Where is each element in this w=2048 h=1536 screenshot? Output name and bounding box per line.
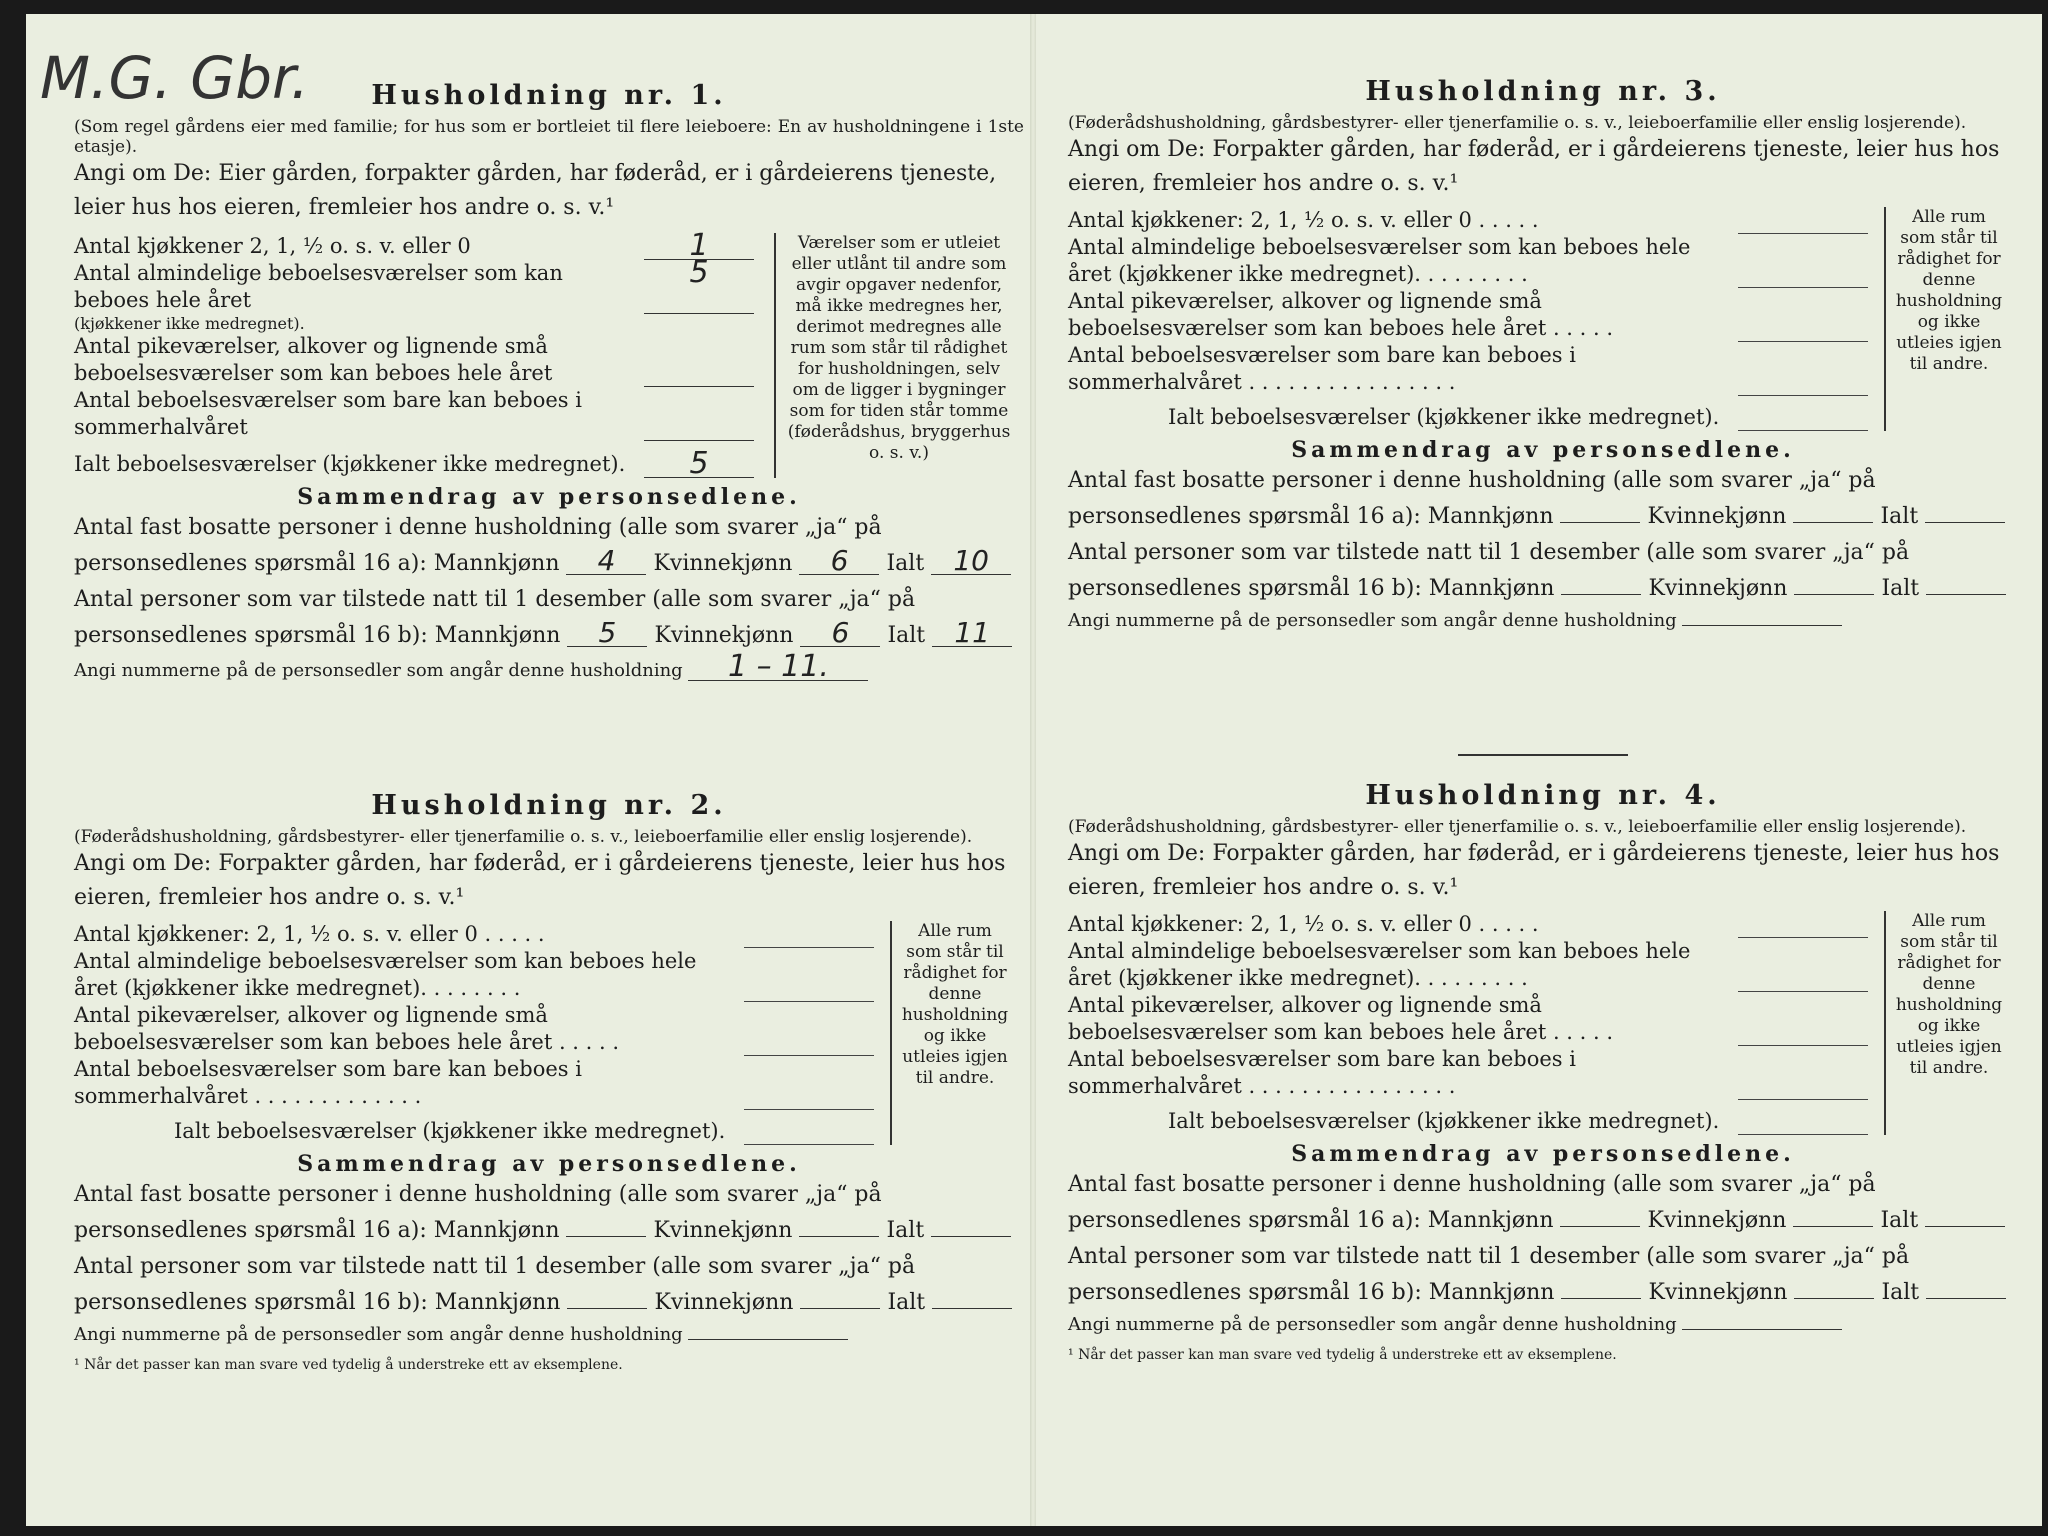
- present-male[interactable]: 5: [567, 620, 647, 647]
- present-total[interactable]: 11: [932, 620, 1012, 647]
- household-question: Angi om De: Forpakter gården, har føderåd, er i gårdeierens tjeneste, leier hus hos eieren, fremleier hos andre o. s. v.¹: [74, 851, 1006, 910]
- rooms-row: Antal almindelige beboelsesværelser som kan beboes hele året (kjøkkener ikke medregnet). . . . . . . . .: [1068, 234, 1868, 288]
- maid-rooms-row: Antal pikeværelser, alkover og lignende små beboelsesværelser som kan beboes hele året . . . . .: [1068, 288, 1868, 342]
- household-note: (Føderådshusholdning, gårdsbestyrer- eller tjenerfamilie o. s. v., leieboerfamilie eller enslig losjerende).: [74, 827, 973, 847]
- rooms-row: Antal almindelige beboelsesværelser som kan beboes hele året 5: [74, 260, 754, 314]
- numbers-line: Angi nummerne på de personsedler som angår denne husholdning: [74, 1321, 1024, 1349]
- section-divider: [1458, 754, 1628, 756]
- household-note: (Føderådshusholdning, gårdsbestyrer- eller tjenerfamilie o. s. v., leieboerfamilie eller enslig losjerende).: [1068, 113, 1967, 133]
- summer-rooms-value[interactable]: [644, 387, 754, 441]
- side-note: Alle rum som står til rådighet for denne husholdning og ikke utleies igjen til andre.: [890, 921, 1010, 1145]
- maid-rooms-row: Antal pikeværelser, alkover og lignende små beboelsesværelser som kan beboes hele året . . . . .: [74, 1002, 874, 1056]
- kitchens-row: Antal kjøkkener: 2, 1, ½ o. s. v. eller 0 . . . . .: [1068, 911, 1868, 938]
- household-1: [74, 80, 1024, 685]
- resident-line: Antal fast bosatte personer i denne husholdning (alle som svarer „ja“ på personsedlenes spørsmål 16 a): Mannkjønn Kvinnekjønn Ialt: [74, 1177, 1024, 1249]
- summary-title: Sammendrag av personsedlene.: [297, 1151, 801, 1177]
- maid-rooms-row: Antal pikeværelser, alkover og lignende små beboelsesværelser som kan beboes hele året . . . . .: [1068, 992, 1868, 1046]
- present-line: Antal personer som var tilstede natt til 1 desember (alle som svarer „ja“ på personsedlenes spørsmål 16 b): Mannkjønn Kvinnekjønn Ialt: [1068, 535, 2018, 607]
- household-question: Angi om De: Eier gården, forpakter gården, har føderåd, er i gårdeierens tjeneste, leier hus hos eieren, fremleier hos andre o. s. v.¹: [74, 161, 997, 220]
- summer-rooms-row: Antal beboelsesværelser som bare kan beboes i sommerhalvåret: [74, 387, 754, 441]
- rooms-value[interactable]: 5: [644, 260, 754, 314]
- numbers-line: Angi nummerne på de personsedler som angår denne husholdning 1 – 11.: [74, 654, 1024, 685]
- household-2: [74, 790, 1024, 1373]
- resident-male[interactable]: 4: [566, 548, 646, 575]
- resident-line: Antal fast bosatte personer i denne husholdning (alle som svarer „ja“ på personsedlenes spørsmål 16 a): Mannkjønn Kvinnekjønn Ialt: [1068, 463, 2018, 535]
- household-title: Husholdning nr. 3.: [1365, 76, 1721, 107]
- household-title: Husholdning nr. 4.: [1365, 780, 1721, 811]
- total-rooms-row: Ialt beboelsesværelser (kjøkkener ikke medregnet).: [74, 1118, 874, 1145]
- household-4: [1068, 780, 2018, 1363]
- resident-line: Antal fast bosatte personer i denne husholdning (alle som svarer „ja“ på personsedlenes spørsmål 16 a): Mannkjønn Kvinnekjønn Ialt: [1068, 1167, 2018, 1239]
- numbers-value[interactable]: 1 – 11.: [688, 654, 868, 681]
- kitchens-row: Antal kjøkkener 2, 1, ½ o. s. v. eller 0 1: [74, 233, 754, 260]
- present-line: Antal personer som var tilstede natt til 1 desember (alle som svarer „ja“ på personsedlenes spørsmål 16 b): Mannkjønn 5 Kvinnekjønn 6 Ialt 11: [74, 582, 1024, 654]
- total-rooms-row: Ialt beboelsesværelser (kjøkkener ikke medregnet).: [1068, 404, 1868, 431]
- present-female[interactable]: 6: [800, 620, 880, 647]
- household-note: (Som regel gårdens eier med familie; for hus som er bortleiet til flere leieboere: En av husholdningene i 1ste etasje).: [74, 117, 1024, 157]
- summary-title: Sammendrag av personsedlene.: [1291, 1141, 1795, 1167]
- handwritten-corner-note: M.G. Gbr.: [40, 44, 310, 112]
- resident-total[interactable]: 10: [931, 548, 1011, 575]
- kitchens-row: Antal kjøkkener: 2, 1, ½ o. s. v. eller 0 . . . . .: [74, 921, 874, 948]
- numbers-line: Angi nummerne på de personsedler som angår denne husholdning: [1068, 607, 2018, 635]
- summer-rooms-row: Antal beboelsesværelser som bare kan beboes i sommerhalvåret . . . . . . . . . . . . .: [74, 1056, 874, 1110]
- household-note: (Føderådshusholdning, gårdsbestyrer- eller tjenerfamilie o. s. v., leieboerfamilie eller enslig losjerende).: [1068, 817, 1967, 837]
- side-note: Alle rum som står til rådighet for denne husholdning og ikke utleies igjen til andre.: [1884, 207, 2004, 431]
- summary-title: Sammendrag av personsedlene.: [1291, 437, 1795, 463]
- household-question: Angi om De: Forpakter gården, har føderåd, er i gårdeierens tjeneste, leier hus hos eieren, fremleier hos andre o. s. v.¹: [1068, 841, 2000, 900]
- household-question: Angi om De: Forpakter gården, har føderåd, er i gårdeierens tjeneste, leier hus hos eieren, fremleier hos andre o. s. v.¹: [1068, 137, 2000, 196]
- total-rooms-row: Ialt beboelsesværelser (kjøkkener ikke medregnet).: [1068, 1108, 1868, 1135]
- kitchens-value[interactable]: 1: [644, 233, 754, 260]
- kitchens-row: Antal kjøkkener: 2, 1, ½ o. s. v. eller 0 . . . . .: [1068, 207, 1868, 234]
- maid-rooms-row: Antal pikeværelser, alkover og lignende små beboelsesværelser som kan beboes hele året: [74, 333, 754, 387]
- total-rooms-row: Ialt beboelsesværelser (kjøkkener ikke medregnet). 5: [74, 451, 754, 478]
- rooms-subnote: (kjøkkener ikke medregnet).: [74, 314, 305, 333]
- summary-title: Sammendrag av personsedlene.: [297, 484, 801, 510]
- total-rooms-value[interactable]: 5: [644, 451, 754, 478]
- household-3: [1068, 76, 2018, 635]
- resident-female[interactable]: 6: [799, 548, 879, 575]
- household-title: Husholdning nr. 1.: [371, 80, 727, 111]
- household-title: Husholdning nr. 2.: [371, 790, 727, 821]
- side-note: Alle rum som står til rådighet for denne husholdning og ikke utleies igjen til andre.: [1884, 911, 2004, 1135]
- present-line: Antal personer som var tilstede natt til 1 desember (alle som svarer „ja“ på personsedlenes spørsmål 16 b): Mannkjønn Kvinnekjønn Ialt: [1068, 1239, 2018, 1311]
- page-fold: [1030, 14, 1036, 1526]
- rooms-row: Antal almindelige beboelsesværelser som kan beboes hele året (kjøkkener ikke medregnet). . . . . . . . .: [1068, 938, 1868, 992]
- numbers-line: Angi nummerne på de personsedler som angår denne husholdning: [1068, 1311, 2018, 1339]
- summer-rooms-row: Antal beboelsesværelser som bare kan beboes i sommerhalvåret . . . . . . . . . . . . . . . .: [1068, 1046, 1868, 1100]
- rooms-row: Antal almindelige beboelsesværelser som kan beboes hele året (kjøkkener ikke medregnet). . . . . . . .: [74, 948, 874, 1002]
- resident-line: Antal fast bosatte personer i denne husholdning (alle som svarer „ja“ på personsedlenes spørsmål 16 a): Mannkjønn 4 Kvinnekjønn 6 Ialt 10: [74, 510, 1024, 582]
- footnote: ¹ Når det passer kan man svare ved tydelig å understreke ett av eksemplene.: [1068, 1347, 1617, 1363]
- footnote: ¹ Når det passer kan man svare ved tydelig å understreke ett av eksemplene.: [74, 1357, 623, 1373]
- side-note: Værelser som er utleiet eller utlånt til andre som avgir opgaver nedenfor, må ikke medregnes her, derimot medregnes alle rum som står til rådighet for husholdningen, selv om de ligger i bygninger som for tiden står tomme (føderådshus, bryggerhus o. s. v.): [774, 233, 1014, 478]
- maid-rooms-value[interactable]: [644, 333, 754, 387]
- present-line: Antal personer som var tilstede natt til 1 desember (alle som svarer „ja“ på personsedlenes spørsmål 16 b): Mannkjønn Kvinnekjønn Ialt: [74, 1249, 1024, 1321]
- summer-rooms-row: Antal beboelsesværelser som bare kan beboes i sommerhalvåret . . . . . . . . . . . . . . . .: [1068, 342, 1868, 396]
